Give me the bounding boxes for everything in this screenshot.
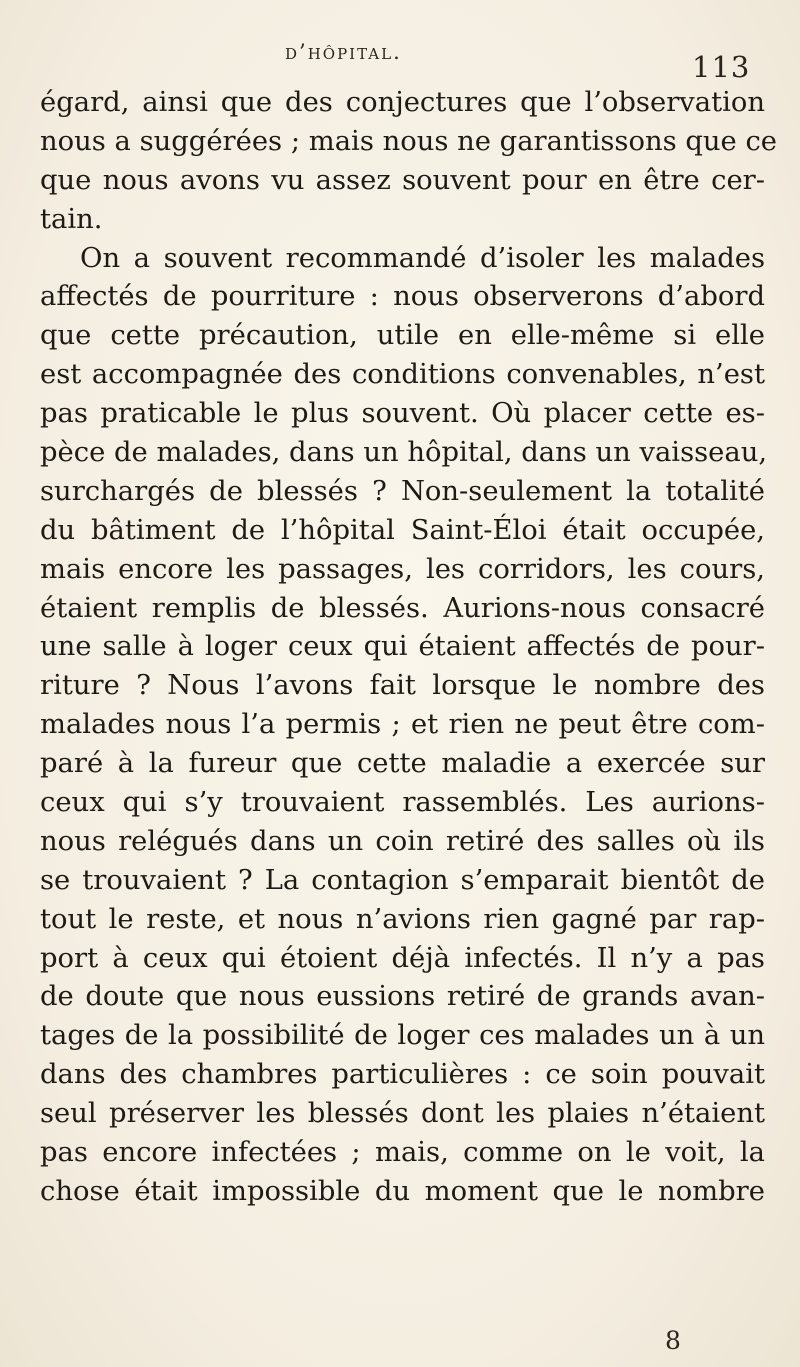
text-line: seul préserver les blessés dont les plaies n’étaient [40, 1098, 765, 1130]
text-line: égard, ainsi que des conjectures que l’observation [40, 87, 765, 118]
text-line: de doute que nous eussions retiré de grands avan- [40, 981, 765, 1013]
text-line: est accompagnée des conditions convenables, n’est [40, 359, 765, 391]
text-line: étaient remplis de blessés. Aurions-nous consacré [40, 592, 765, 624]
page-number: 113 [692, 50, 751, 84]
signature-mark: 8 [665, 1326, 681, 1355]
text-line: port à ceux qui étoient déjà infectés. Il n’y a pas [40, 942, 765, 974]
text-line: paré à la fureur que cette maladie a exercée sur [40, 748, 765, 780]
text-line: mais encore les passages, les corridors, les cours, [40, 553, 765, 585]
text-line: tain. [40, 203, 103, 235]
running-title: d’hôpital. [285, 40, 402, 64]
text-line: nous a suggérées ; mais nous ne garantissons que ce [40, 125, 778, 157]
text-line: ceux qui s’y trouvaient rassemblés. Les aurions- [40, 787, 765, 819]
text-line: chose était impossible du moment que le nombre [40, 1175, 765, 1207]
text-line: pas praticable le plus souvent. Où placer cette es- [40, 398, 765, 430]
text-line: tages de la possibilité de loger ces malades un à un [40, 1020, 765, 1052]
text-line: pèce de malades, dans un hôpital, dans un vaisseau, [40, 437, 768, 469]
text-line: tout le reste, et nous n’avions rien gagné par rap- [40, 903, 765, 935]
text-line: affectés de pourriture : nous observerons d’abord [40, 281, 765, 313]
text-line: nous relégués dans un coin retiré des salles où ils [40, 825, 765, 857]
text-line: que cette précaution, utile en elle-même si elle [40, 320, 765, 352]
text-line: se trouvaient ? La contagion s’emparait bientôt de [40, 864, 765, 896]
text-line: pas encore infectées ; mais, comme on le voit, la [40, 1137, 765, 1169]
paragraph-first-line: On a souvent recommandé d’isoler les malades [80, 242, 765, 274]
text-line: une salle à loger ceux qui étaient affectés de pour- [40, 631, 765, 663]
text-line: surchargés de blessés ? Non-seulement la totalité [40, 475, 765, 507]
text-line: du bâtiment de l’hôpital Saint-Éloi était occupée, [40, 514, 765, 546]
text-line: riture ? Nous l’avons fait lorsque le nombre des [40, 670, 765, 702]
text-line: que nous avons vu assez souvent pour en être cer- [40, 164, 765, 196]
body-text [40, 84, 778, 1212]
text-line: dans des chambres particulières : ce soin pouvait [40, 1059, 765, 1091]
text-line: malades nous l’a permis ; et rien ne peut être com- [40, 709, 765, 741]
